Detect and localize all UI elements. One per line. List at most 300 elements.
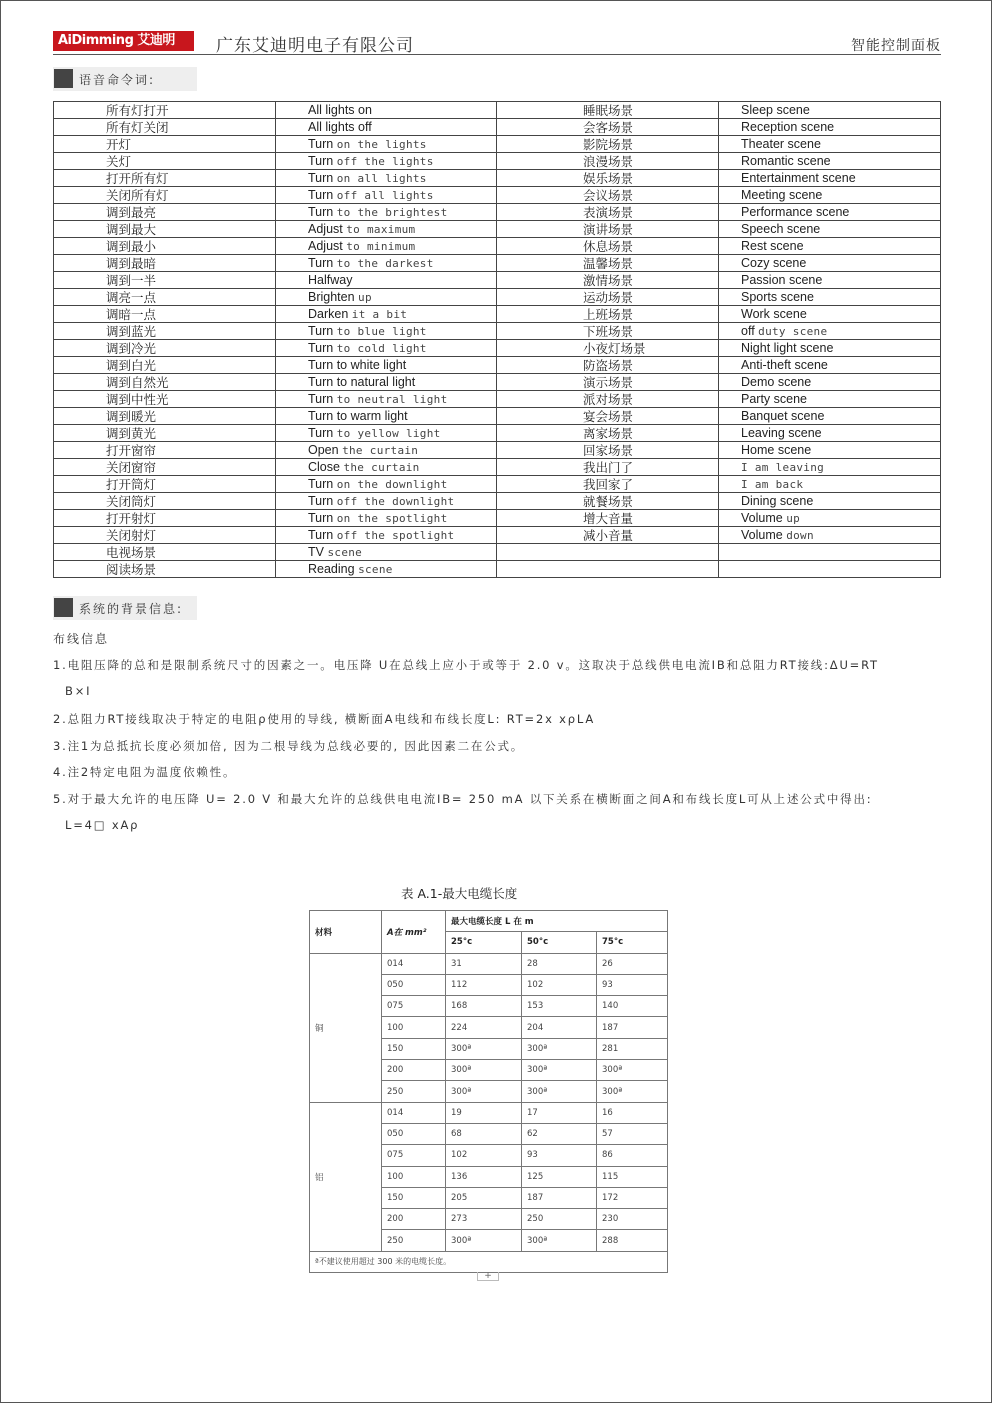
command-en-rest: on the lights (336, 138, 427, 151)
header-area: A在 mm² (382, 911, 446, 954)
command-row (54, 187, 941, 204)
command-en (719, 544, 941, 561)
length-cell: 300ª (597, 1060, 668, 1081)
command-en-rest: duty scene (758, 325, 828, 338)
command-en (276, 408, 497, 425)
command-en-rest: off all lights (336, 189, 434, 202)
command-en-main: Open (308, 443, 339, 457)
command-en (719, 476, 941, 493)
command-en-main: Turn (308, 137, 334, 151)
command-zh: 调到蓝光 (54, 323, 276, 340)
background-section-title: 系统的背景信息: (79, 602, 184, 616)
command-en (719, 408, 941, 425)
command-en-rest: scene (358, 563, 393, 576)
command-en-main: TV (308, 545, 324, 559)
command-en-main: off (741, 324, 755, 338)
command-en (719, 204, 941, 221)
info-line-2: 2.总阻力RT接线取决于特定的电阻ρ使用的导线, 横断面A电线和布线长度L: RT=2x xρLA (53, 712, 595, 726)
command-en (719, 459, 941, 476)
command-en (276, 204, 497, 221)
command-row (54, 255, 941, 272)
length-cell: 115 (597, 1166, 668, 1187)
command-en (719, 391, 941, 408)
length-cell: 187 (597, 1017, 668, 1038)
command-en-main: Turn (308, 426, 334, 440)
command-zh: 宴会场景 (497, 408, 719, 425)
command-en (276, 527, 497, 544)
command-en (276, 391, 497, 408)
command-zh: 休息场景 (497, 238, 719, 255)
command-en (719, 493, 941, 510)
command-en-rest: the curtain (343, 461, 420, 474)
command-en-main: Banquet scene (741, 409, 825, 423)
command-zh: 调到最亮 (54, 204, 276, 221)
command-en (719, 357, 941, 374)
command-en (719, 561, 941, 578)
header-temp-50: 50°c (522, 932, 597, 953)
command-en (276, 459, 497, 476)
command-en (719, 102, 941, 119)
length-cell: 86 (597, 1145, 668, 1166)
background-section-header (53, 596, 197, 620)
command-row (54, 136, 941, 153)
command-en-rest: it a bit (351, 308, 408, 321)
command-en-main: Cozy scene (741, 256, 807, 270)
add-row-handle[interactable]: + (477, 1272, 499, 1281)
length-cell: 300ª (446, 1081, 522, 1102)
length-cell: 136 (446, 1166, 522, 1187)
command-zh: 演讲场景 (497, 221, 719, 238)
command-en (276, 221, 497, 238)
product-title: 智能控制面板 (851, 38, 941, 54)
length-cell: 300ª (446, 1060, 522, 1081)
cable-table-caption: 表 A.1-最大电缆长度 (401, 886, 518, 901)
command-en (276, 544, 497, 561)
command-row (54, 102, 941, 119)
table-note: ª不建议使用超过 300 米的电缆长度。 (310, 1251, 668, 1272)
command-zh: 下班场景 (497, 323, 719, 340)
command-en (719, 442, 941, 459)
command-en-main: Turn (308, 494, 334, 508)
length-cell: 57 (597, 1123, 668, 1144)
length-cell: 300ª (522, 1230, 597, 1251)
command-en-main: Home scene (741, 443, 812, 457)
command-en-main: Turn (308, 188, 334, 202)
length-cell: 19 (446, 1102, 522, 1123)
command-row (54, 391, 941, 408)
command-en (276, 510, 497, 527)
area-cell: 150 (382, 1038, 446, 1059)
command-row (54, 459, 941, 476)
command-en (719, 153, 941, 170)
command-row (54, 408, 941, 425)
command-zh: 会客场景 (497, 119, 719, 136)
command-row (54, 493, 941, 510)
length-cell: 281 (597, 1038, 668, 1059)
command-en-main: Close (308, 460, 340, 474)
command-en (719, 510, 941, 527)
command-en-main: Turn (308, 154, 334, 168)
area-cell: 050 (382, 1123, 446, 1144)
command-en-main: Entertainment scene (741, 171, 856, 185)
command-zh (497, 544, 719, 561)
info-line-5: 5.对于最大允许的电压降 U= 2.0 V 和最大允许的总线供电电流IB= 250 mA 以下关系在横断面之间A和布线长度L可从上述公式中得出: (53, 792, 873, 806)
command-en (719, 340, 941, 357)
command-en-rest: to yellow light (336, 427, 441, 440)
command-zh: 调到黄光 (54, 425, 276, 442)
command-en (719, 527, 941, 544)
table-row (310, 1102, 668, 1123)
command-en-main: Darken (308, 307, 349, 321)
command-zh: 所有灯关闭 (54, 119, 276, 136)
command-en-rest: to cold light (336, 342, 427, 355)
command-en-rest: on all lights (336, 172, 427, 185)
section-square-icon (54, 69, 73, 88)
length-cell: 300ª (522, 1081, 597, 1102)
command-zh: 温馨场景 (497, 255, 719, 272)
command-en-main: Work scene (741, 307, 807, 321)
length-cell: 16 (597, 1102, 668, 1123)
cable-length-table (309, 910, 668, 1273)
command-en-main: Sleep scene (741, 103, 810, 117)
command-zh: 调到白光 (54, 357, 276, 374)
brand-logo: AiDimming 艾迪明 (53, 31, 194, 51)
length-cell: 168 (446, 996, 522, 1017)
command-row (54, 306, 941, 323)
command-en-main: Romantic scene (741, 154, 831, 168)
header-temp-25: 25°c (446, 932, 522, 953)
info-line-4: 4.注2特定电阻为温度依赖性。 (53, 765, 237, 779)
voice-command-table (53, 101, 941, 578)
length-cell: 300ª (597, 1081, 668, 1102)
command-en-main: Rest scene (741, 239, 804, 253)
length-cell: 31 (446, 953, 522, 974)
command-en (719, 238, 941, 255)
command-en-rest: on the spotlight (336, 512, 448, 525)
command-en-rest: to minimum (346, 240, 416, 253)
command-zh: 打开所有灯 (54, 170, 276, 187)
length-cell: 250 (522, 1209, 597, 1230)
material-cell: 铝 (310, 1102, 382, 1251)
length-cell: 288 (597, 1230, 668, 1251)
command-en (276, 187, 497, 204)
command-en (276, 153, 497, 170)
command-en (276, 323, 497, 340)
length-cell: 140 (597, 996, 668, 1017)
material-cell: 铜 (310, 953, 382, 1102)
info-line-1-cont: B×I (65, 684, 92, 698)
length-cell: 102 (446, 1145, 522, 1166)
command-row (54, 510, 941, 527)
command-en (719, 425, 941, 442)
command-zh: 调亮一点 (54, 289, 276, 306)
command-en-rest: to the brightest (336, 206, 448, 219)
command-zh: 调到最小 (54, 238, 276, 255)
command-en (276, 340, 497, 357)
command-en-rest: to the darkest (336, 257, 434, 270)
command-en-main: Demo scene (741, 375, 812, 389)
command-row (54, 204, 941, 221)
command-zh: 打开窗帘 (54, 442, 276, 459)
command-en (719, 323, 941, 340)
area-cell: 200 (382, 1060, 446, 1081)
command-en-rest: off the spotlight (336, 529, 455, 542)
command-zh: 浪漫场景 (497, 153, 719, 170)
command-row (54, 153, 941, 170)
command-en-rest: up (358, 291, 372, 304)
command-en-main: Turn to warm light (308, 409, 408, 423)
length-cell: 172 (597, 1187, 668, 1208)
command-en (276, 493, 497, 510)
command-en-main: Turn (308, 392, 334, 406)
command-en-main: Adjust (308, 239, 343, 253)
command-en-rest: to blue light (336, 325, 427, 338)
area-cell: 200 (382, 1209, 446, 1230)
table-note-row (310, 1251, 668, 1272)
length-cell: 93 (522, 1145, 597, 1166)
command-en (276, 561, 497, 578)
command-zh: 离家场景 (497, 425, 719, 442)
command-en-main: All lights off (308, 120, 372, 134)
command-en (719, 187, 941, 204)
command-en-main: Turn (308, 511, 334, 525)
section-square-icon (54, 598, 73, 617)
command-en-rest: to neutral light (336, 393, 448, 406)
wiring-info-title: 布线信息 (53, 632, 110, 646)
area-cell: 050 (382, 974, 446, 995)
command-zh: 小夜灯场景 (497, 340, 719, 357)
length-cell: 93 (597, 974, 668, 995)
length-cell: 300ª (522, 1038, 597, 1059)
command-en-main: Adjust (308, 222, 343, 236)
company-name: 广东艾迪明电子有限公司 (216, 36, 414, 56)
area-cell: 014 (382, 953, 446, 974)
command-row (54, 357, 941, 374)
command-en (719, 221, 941, 238)
command-zh: 调到冷光 (54, 340, 276, 357)
command-zh: 调到自然光 (54, 374, 276, 391)
command-zh: 打开筒灯 (54, 476, 276, 493)
command-en (719, 306, 941, 323)
length-cell: 273 (446, 1209, 522, 1230)
command-row (54, 425, 941, 442)
length-cell: 187 (522, 1187, 597, 1208)
length-cell: 26 (597, 953, 668, 974)
command-en-main: Leaving scene (741, 426, 822, 440)
command-en (276, 255, 497, 272)
command-zh: 关闭筒灯 (54, 493, 276, 510)
command-zh: 娱乐场景 (497, 170, 719, 187)
command-en-main: Reading (308, 562, 355, 576)
command-en (276, 442, 497, 459)
command-zh: 表演场景 (497, 204, 719, 221)
command-zh: 关灯 (54, 153, 276, 170)
command-en-main: Turn to natural light (308, 375, 416, 389)
area-cell: 100 (382, 1166, 446, 1187)
command-en (276, 170, 497, 187)
command-zh: 派对场景 (497, 391, 719, 408)
command-en (276, 119, 497, 136)
command-zh (497, 561, 719, 578)
command-en-main: Halfway (308, 273, 353, 287)
command-en-main: Brighten (308, 290, 355, 304)
command-en-main: All lights on (308, 103, 372, 117)
command-en-main: Anti-theft scene (741, 358, 828, 372)
area-cell: 100 (382, 1017, 446, 1038)
command-en-rest: on the downlight (336, 478, 448, 491)
command-en (719, 119, 941, 136)
command-zh: 关闭射灯 (54, 527, 276, 544)
command-en (719, 289, 941, 306)
area-cell: 250 (382, 1230, 446, 1251)
command-en (276, 272, 497, 289)
command-zh: 电视场景 (54, 544, 276, 561)
length-cell: 224 (446, 1017, 522, 1038)
info-line-5-cont: L=4□ xAρ (65, 818, 140, 832)
length-cell: 17 (522, 1102, 597, 1123)
command-zh: 增大音量 (497, 510, 719, 527)
command-en (276, 238, 497, 255)
command-zh: 调到最暗 (54, 255, 276, 272)
command-en-rest: scene (327, 546, 363, 559)
command-en-rest: I am leaving (741, 461, 825, 474)
info-line-3: 3.注1为总抵抗长度必须加倍, 因为二根导线为总线必要的, 因此因素二在公式。 (53, 739, 525, 753)
command-zh: 激情场景 (497, 272, 719, 289)
header-max-length: 最大电缆长度 L 在 m (446, 911, 668, 932)
header-material: 材料 (310, 911, 382, 954)
command-en-rest: to maximum (346, 223, 416, 236)
command-row (54, 238, 941, 255)
command-zh: 调暗一点 (54, 306, 276, 323)
length-cell: 62 (522, 1123, 597, 1144)
length-cell: 28 (522, 953, 597, 974)
header-temp-75: 75°c (597, 932, 668, 953)
command-en-main: Turn (308, 528, 334, 542)
command-en-rest: up (786, 512, 801, 525)
command-zh: 开灯 (54, 136, 276, 153)
command-en-main: Volume (741, 528, 783, 542)
command-en-main: Turn to white light (308, 358, 407, 372)
command-en-main: Turn (308, 205, 334, 219)
command-en-rest: I am back (741, 478, 804, 491)
command-zh: 减小音量 (497, 527, 719, 544)
command-en-main: Dining scene (741, 494, 814, 508)
command-en-main: Theater scene (741, 137, 821, 151)
length-cell: 205 (446, 1187, 522, 1208)
area-cell: 014 (382, 1102, 446, 1123)
command-en (276, 357, 497, 374)
page-header (53, 29, 941, 55)
info-line-1: 1.电阻压降的总和是限制系统尺寸的因素之一。电压降 U在总线上应小于或等于 2.0 v。这取决于总线供电电流IB和总阻力RT接线:ΔU=RT (53, 658, 879, 672)
command-en-main: Performance scene (741, 205, 850, 219)
command-en-main: Turn (308, 341, 334, 355)
command-zh: 调到最大 (54, 221, 276, 238)
command-en-main: Reception scene (741, 120, 835, 134)
command-zh: 打开射灯 (54, 510, 276, 527)
command-en-main: Passion scene (741, 273, 823, 287)
length-cell: 300ª (522, 1060, 597, 1081)
area-cell: 075 (382, 1145, 446, 1166)
command-row (54, 544, 941, 561)
command-en (276, 289, 497, 306)
command-en-main: Night light scene (741, 341, 834, 355)
length-cell: 300ª (446, 1230, 522, 1251)
command-row (54, 289, 941, 306)
length-cell: 153 (522, 996, 597, 1017)
length-cell: 112 (446, 974, 522, 995)
area-cell: 250 (382, 1081, 446, 1102)
area-cell: 150 (382, 1187, 446, 1208)
command-zh: 演示场景 (497, 374, 719, 391)
command-row (54, 340, 941, 357)
command-en-main: Volume (741, 511, 783, 525)
command-zh: 调到暖光 (54, 408, 276, 425)
length-cell: 230 (597, 1209, 668, 1230)
command-en (719, 374, 941, 391)
command-row (54, 170, 941, 187)
voice-section-header (53, 67, 197, 91)
area-cell: 075 (382, 996, 446, 1017)
command-en-rest: off the downlight (336, 495, 455, 508)
command-en-main: Turn (308, 171, 334, 185)
command-zh: 我出门了 (497, 459, 719, 476)
command-zh: 影院场景 (497, 136, 719, 153)
length-cell: 68 (446, 1123, 522, 1144)
command-row (54, 561, 941, 578)
command-zh: 睡眠场景 (497, 102, 719, 119)
command-en-rest: down (786, 529, 814, 542)
command-row (54, 374, 941, 391)
command-en (276, 136, 497, 153)
command-zh: 阅读场景 (54, 561, 276, 578)
command-en (719, 272, 941, 289)
command-zh: 会议场景 (497, 187, 719, 204)
command-row (54, 476, 941, 493)
command-en-main: Turn (308, 256, 334, 270)
command-zh: 关闭窗帘 (54, 459, 276, 476)
command-en-main: Party scene (741, 392, 808, 406)
length-cell: 300ª (446, 1038, 522, 1059)
command-en (719, 170, 941, 187)
command-en-main: Sports scene (741, 290, 814, 304)
command-en-rest: off the lights (336, 155, 434, 168)
command-row (54, 527, 941, 544)
command-zh: 回家场景 (497, 442, 719, 459)
command-zh: 调到一半 (54, 272, 276, 289)
command-zh: 所有灯打开 (54, 102, 276, 119)
command-row (54, 221, 941, 238)
command-row (54, 119, 941, 136)
voice-section-title: 语音命令词: (79, 73, 156, 87)
length-cell: 102 (522, 974, 597, 995)
command-en-main: Turn (308, 324, 334, 338)
command-en-main: Speech scene (741, 222, 821, 236)
command-row (54, 272, 941, 289)
length-cell: 125 (522, 1166, 597, 1187)
length-cell: 204 (522, 1017, 597, 1038)
command-zh: 调到中性光 (54, 391, 276, 408)
command-zh: 就餐场景 (497, 493, 719, 510)
command-en (719, 136, 941, 153)
command-zh: 防盗场景 (497, 357, 719, 374)
command-en-rest: the curtain (342, 444, 419, 457)
command-en-main: Meeting scene (741, 188, 823, 202)
command-row (54, 323, 941, 340)
table-row (310, 953, 668, 974)
command-zh: 运动场景 (497, 289, 719, 306)
command-en (276, 425, 497, 442)
command-en (276, 102, 497, 119)
